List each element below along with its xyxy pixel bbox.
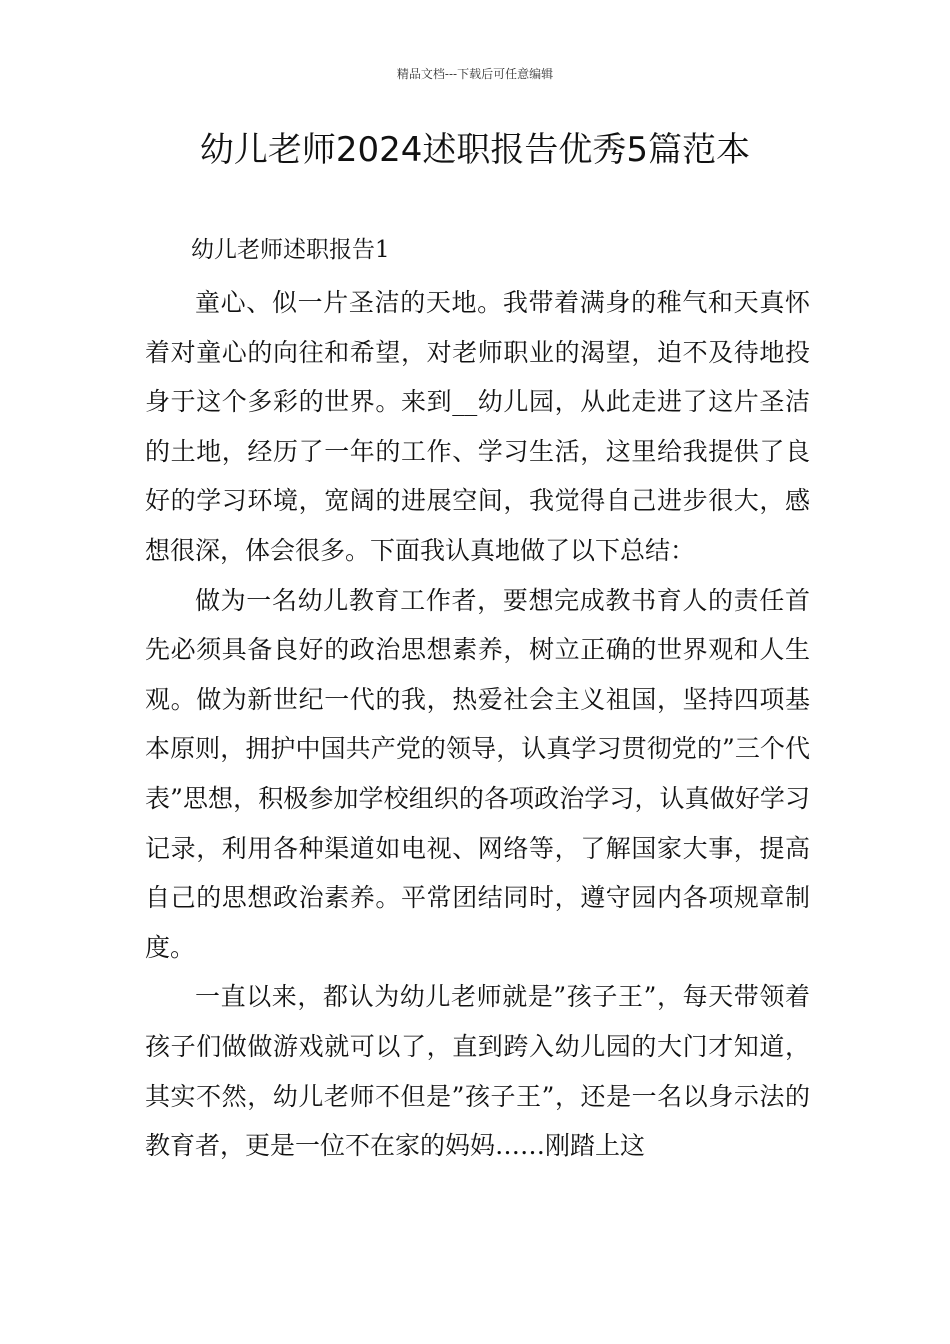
paragraph-3: 一直以来，都认为幼儿老师就是”孩子王”，每天带领着孩子们做做游戏就可以了，直到跨入幼儿园的大门才知道，其实不然，幼儿老师不但是”孩子王”，还是一名以身示法的教育者，更是一位不在家的妈妈……刚踏上这: [145, 982, 810, 1161]
paragraph-2: 做为一名幼儿教育工作者，要想完成教书育人的责任首先必须具备良好的政治思想素养，树立正确的世界观和人生观。做为新世纪一代的我，热爱社会主义祖国，坚持四项基本原则，拥护中国共产党的领导，认真学习贯彻党的”三个代表”思想，积极参加学校组织的各项政治学习，认真做好学习记录，利用各种渠道如电视、网络等，了解国家大事，提高自己的思想政治素养。平常团结同时，遵守园内各项规章制度。: [145, 585, 810, 962]
section-heading: 幼儿老师述职报告1: [191, 237, 390, 263]
document-title: 幼儿老师2024述职报告优秀5篇范本: [199, 130, 751, 170]
document-body: [145, 226, 810, 1171]
paragraph-1: 童心、似一片圣洁的天地。我带着满身的稚气和天真怀着对童心的向往和希望，对老师职业的渴望，迫不及待地投身于这个多彩的世界。来到__幼儿园，从此走进了这片圣洁的土地，经历了一年的工作、学习生活，这里给我提供了良好的学习环境，宽阔的进展空间，我觉得自己进步很大，感想很深，体会很多。下面我认真地做了以下总结：: [145, 288, 810, 565]
header-note: 精品文档---下载后可任意编辑: [396, 67, 554, 81]
